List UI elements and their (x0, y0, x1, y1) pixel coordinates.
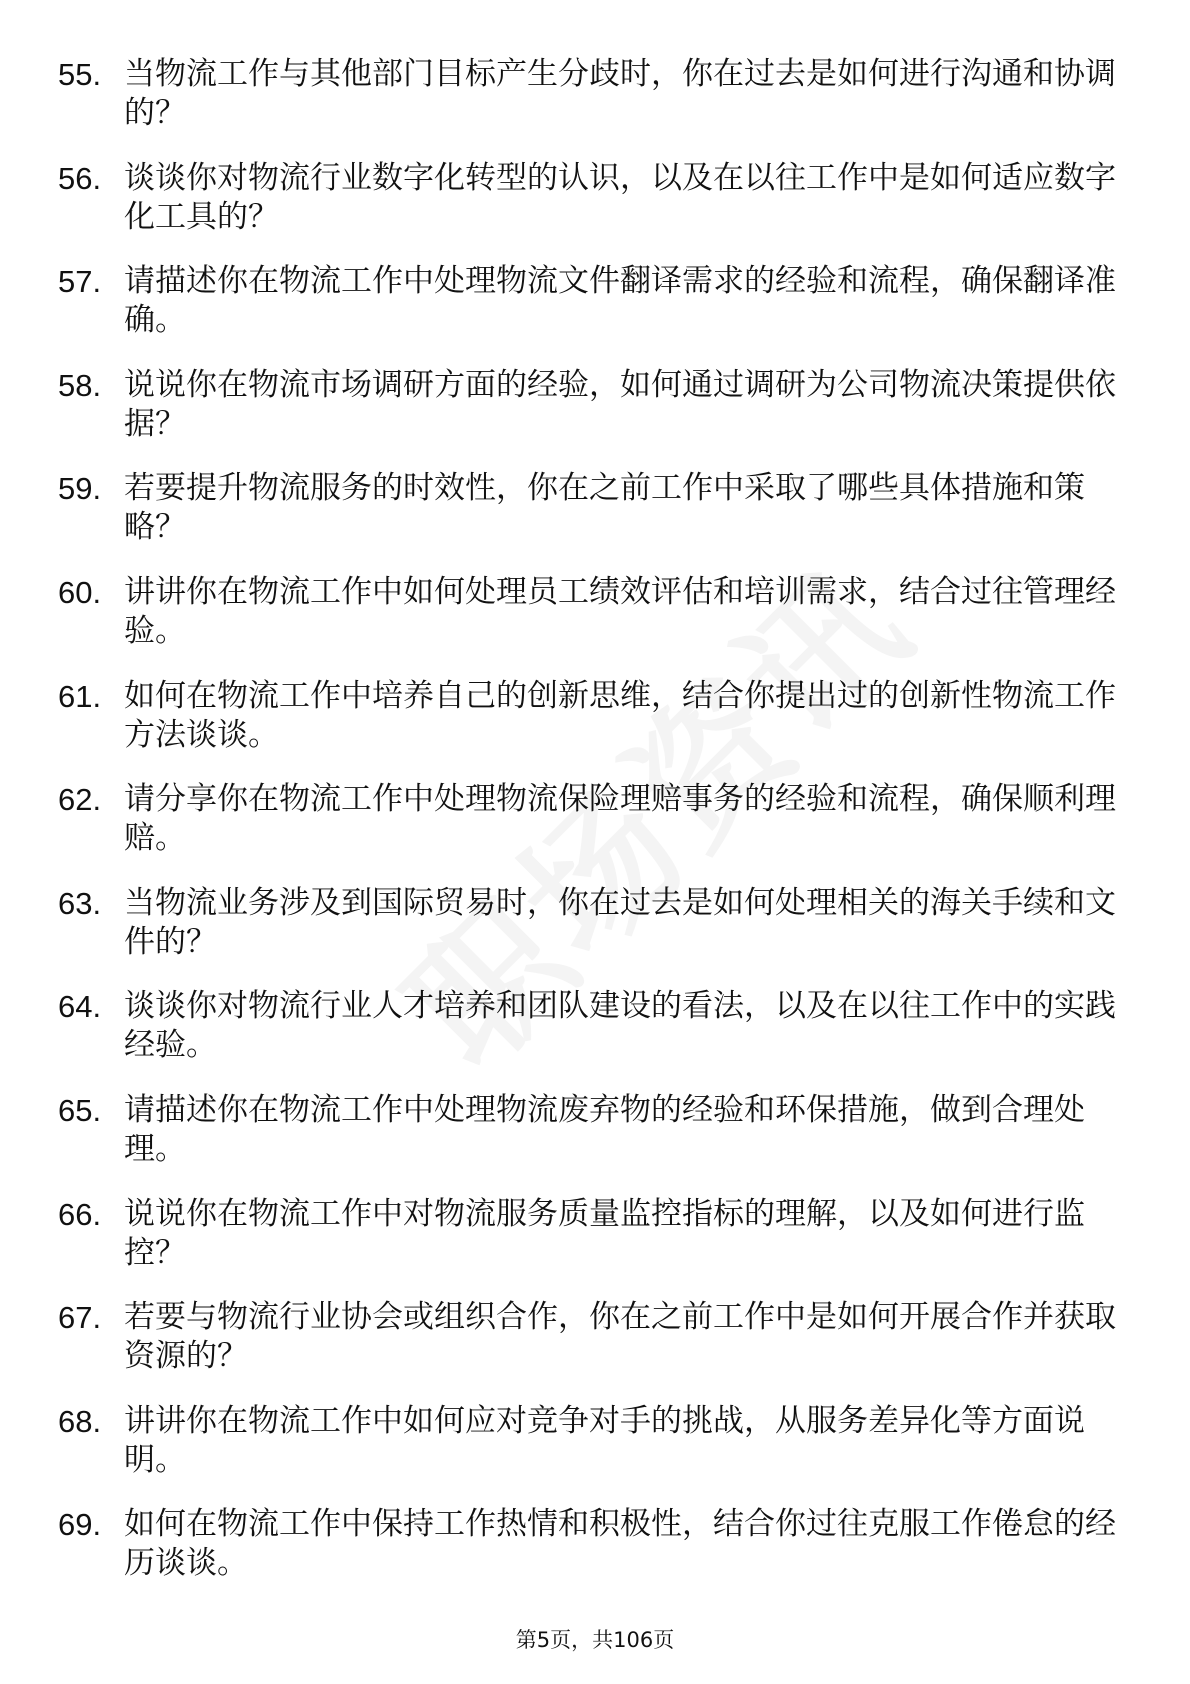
question-item (58, 159, 1118, 263)
question-text: 当物流业务涉及到国际贸易时，你在过去是如何处理相关的海关手续和文件的？ (124, 884, 1116, 960)
question-number: 62. (58, 782, 102, 818)
question-text: 当物流工作与其他部门目标产生分歧时，你在过去是如何进行沟通和协调的？ (124, 56, 1116, 131)
question-number: 66. (58, 1196, 102, 1232)
question-list (58, 55, 1118, 1609)
question-item (58, 1195, 1118, 1299)
question-number: 63. (58, 885, 102, 921)
question-number: 56. (58, 160, 102, 196)
question-text: 若要提升物流服务的时效性，你在之前工作中采取了哪些具体措施和策略？ (124, 470, 1085, 546)
question-text: 若要与物流行业协会或组织合作，你在之前工作中是如何开展合作并获取资源的？ (124, 1299, 1116, 1375)
question-number: 69. (58, 1507, 102, 1543)
question-item (58, 366, 1118, 470)
question-item (58, 1505, 1118, 1609)
question-item (58, 1298, 1118, 1402)
question-item (58, 1402, 1118, 1506)
question-number: 60. (58, 574, 102, 610)
question-number: 68. (58, 1403, 102, 1439)
question-item (58, 1091, 1118, 1195)
question-text: 谈谈你对物流行业人才培养和团队建设的看法，以及在以往工作中的实践经验。 (124, 988, 1116, 1064)
question-text: 谈谈你对物流行业数字化转型的认识，以及在以往工作中是如何适应数字化工具的？ (124, 159, 1116, 235)
question-text: 如何在物流工作中培养自己的创新思维，结合你提出过的创新性物流工作方法谈谈。 (124, 677, 1116, 753)
question-text: 请描述你在物流工作中处理物流废弃物的经验和环保措施，做到合理处理。 (124, 1091, 1085, 1167)
question-text: 说说你在物流工作中对物流服务质量监控指标的理解，以及如何进行监控？ (124, 1195, 1085, 1271)
page-number-label: 第5页，共106页 (515, 1628, 675, 1652)
question-item (58, 677, 1118, 781)
question-number: 67. (58, 1300, 102, 1336)
question-item (58, 884, 1118, 988)
question-item (58, 469, 1118, 573)
question-number: 65. (58, 1092, 102, 1128)
question-text: 如何在物流工作中保持工作热情和积极性，结合你过往克服工作倦怠的经历谈谈。 (124, 1506, 1116, 1582)
question-number: 61. (58, 678, 102, 714)
page-footer (0, 1624, 1190, 1654)
question-number: 55. (58, 57, 102, 92)
question-number: 57. (58, 264, 102, 300)
question-item (58, 780, 1118, 884)
question-number: 58. (58, 367, 102, 403)
question-item (58, 987, 1118, 1091)
question-text: 讲讲你在物流工作中如何应对竞争对手的挑战，从服务差异化等方面说明。 (124, 1402, 1085, 1478)
question-text: 请描述你在物流工作中处理物流文件翻译需求的经验和流程，确保翻译准确。 (124, 263, 1116, 339)
question-text: 讲讲你在物流工作中如何处理员工绩效评估和培训需求，结合过往管理经验。 (124, 573, 1116, 649)
question-item (58, 55, 1118, 159)
question-text: 说说你在物流市场调研方面的经验，如何通过调研为公司物流决策提供依据？ (124, 366, 1116, 442)
question-number: 59. (58, 471, 102, 507)
question-number: 64. (58, 989, 102, 1025)
question-item (58, 262, 1118, 366)
question-item (58, 573, 1118, 677)
question-text: 请分享你在物流工作中处理物流保险理赔事务的经验和流程，确保顺利理赔。 (124, 781, 1116, 857)
